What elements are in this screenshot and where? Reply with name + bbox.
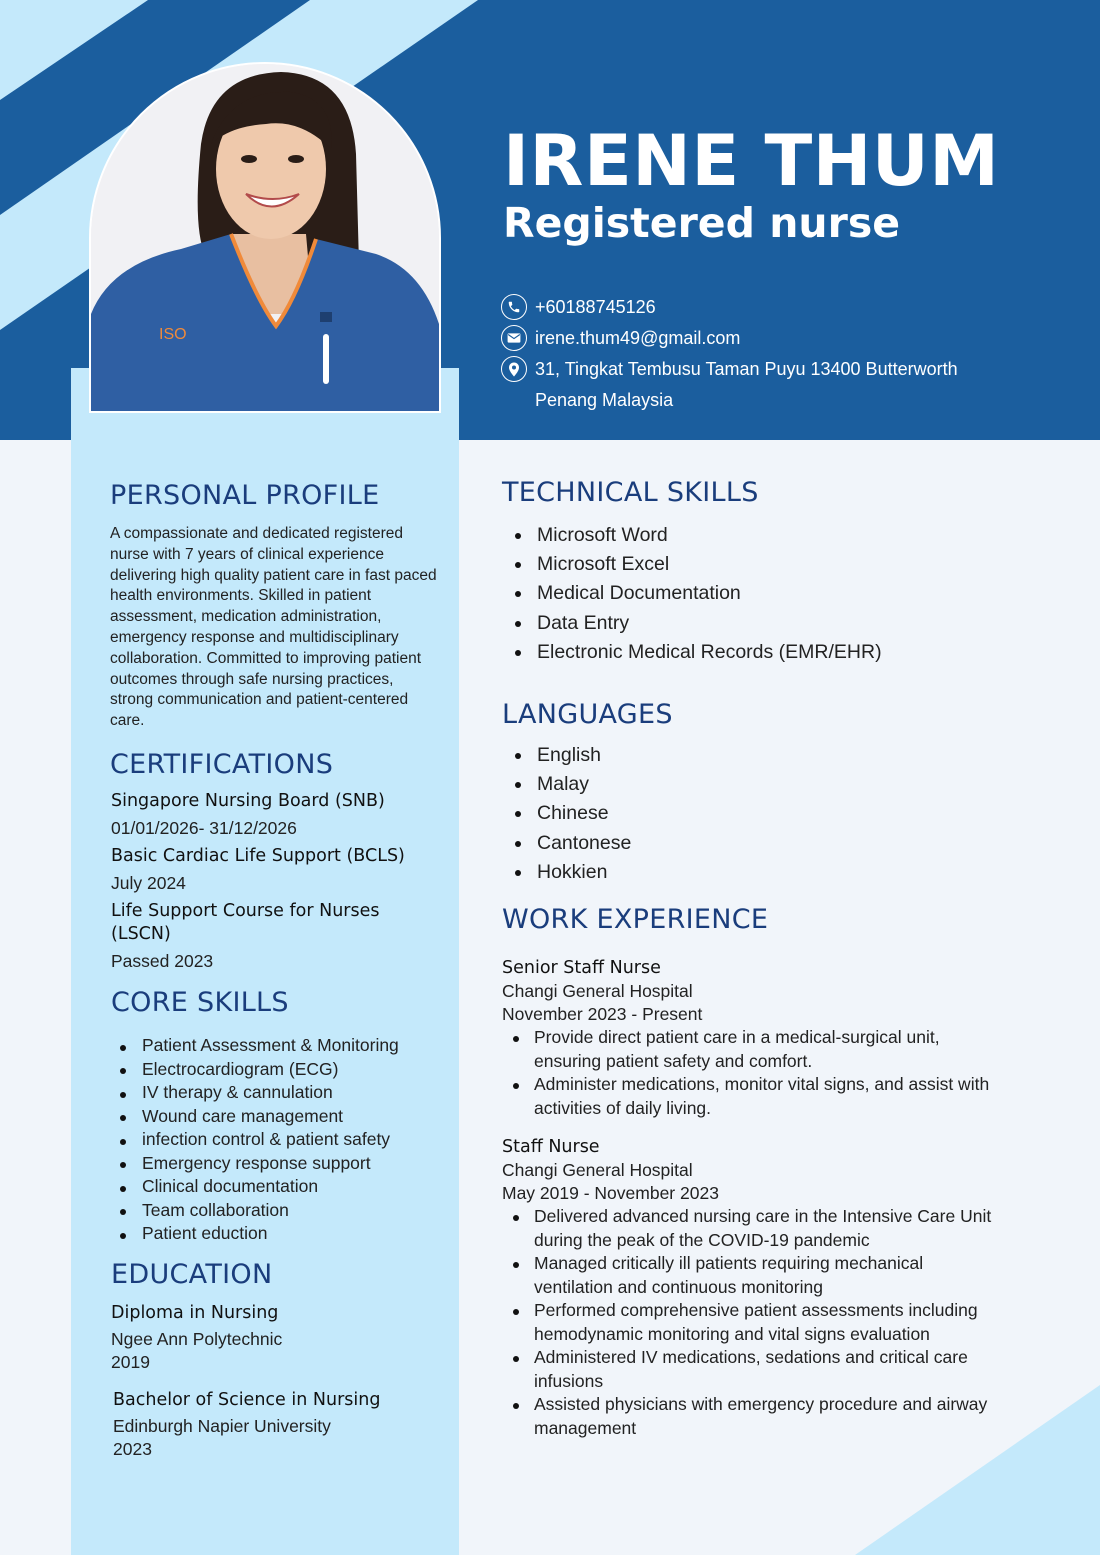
certifications-list [111, 790, 431, 973]
list-item: Electrocardiogram (ECG) [108, 1058, 448, 1082]
cert-date: Passed 2023 [111, 951, 214, 971]
contact-phone-row [501, 296, 1061, 327]
core-skills-list [108, 1034, 448, 1246]
job-period: November 2023 - Present [502, 1004, 703, 1024]
profile-photo [89, 62, 441, 413]
list-item: Assisted physicians with emergency procedure and airway management [502, 1393, 992, 1440]
profile-text: A compassionate and dedicated registered nurse with 7 years of clinical experience delivering high quality patient care in fast paced health environments. Skilled in patient assessment, medication administration, emergency response and multidisciplinary collaboration. Committed to improving patient outcomes through safe nursing practices, strong communication and patient-centered care. [110, 525, 437, 730]
cert-name: Singapore Nursing Board (SNB) [111, 791, 385, 811]
education-heading: EDUCATION [111, 1259, 273, 1290]
list-item: Microsoft Excel [503, 550, 1023, 579]
job-period: May 2019 - November 2023 [502, 1183, 719, 1203]
job-employer: Changi General Hospital [502, 981, 693, 1001]
list-item: Team collaboration [108, 1199, 448, 1223]
technical-skills-list [503, 521, 1023, 667]
list-item: Hokkien [503, 858, 803, 887]
list-item: Chinese [503, 799, 803, 828]
list-item: Electronic Medical Records (EMR/EHR) [503, 638, 1023, 667]
list-item: Medical Documentation [503, 579, 1023, 608]
edu-year: 2023 [113, 1439, 152, 1459]
list-item: Administered IV medications, sedations and critical care infusions [502, 1346, 992, 1393]
contact-address [535, 358, 958, 411]
languages-list [503, 741, 803, 887]
edu-degree: Diploma in Nursing [111, 1303, 279, 1323]
contact-address-row [501, 358, 1061, 410]
candidate-name: IRENE THUM [503, 120, 1000, 202]
contact-email[interactable]: irene.thum49@gmail.com [535, 328, 741, 348]
job-title: Senior Staff Nurse [502, 958, 661, 978]
list-item: Wound care management [108, 1105, 448, 1129]
contact-block [501, 296, 1061, 410]
list-item: Managed critically ill patients requiring mechanical ventilation and continuous monitoring [502, 1252, 992, 1299]
location-icon [501, 356, 527, 382]
list-item: Clinical documentation [108, 1175, 448, 1199]
list-item: IV therapy & cannulation [108, 1081, 448, 1105]
list-item: Data Entry [503, 609, 1023, 638]
job-entry [502, 956, 992, 1120]
cert-date: 01/01/2026- 31/12/2026 [111, 818, 297, 838]
core-skills-heading: CORE SKILLS [111, 987, 289, 1018]
header-name-block [503, 122, 999, 248]
edu-degree: Bachelor of Science in Nursing [113, 1390, 381, 1410]
list-item: Patient Assessment & Monitoring [108, 1034, 448, 1058]
technical-skills-heading: TECHNICAL SKILLS [502, 477, 759, 508]
education-list [111, 1301, 441, 1461]
certifications-heading: CERTIFICATIONS [110, 749, 334, 780]
languages-heading: LANGUAGES [502, 699, 673, 730]
list-item: Emergency response support [108, 1152, 448, 1176]
address-line-1: 31, Tingkat Tembusu Taman Puyu 13400 Butterworth [535, 359, 958, 379]
list-item: infection control & patient safety [108, 1128, 448, 1152]
profile-heading: PERSONAL PROFILE [110, 480, 380, 511]
job-bullets [502, 1205, 992, 1440]
email-icon [501, 325, 527, 351]
list-item: Patient eduction [108, 1222, 448, 1246]
work-experience-heading: WORK EXPERIENCE [502, 904, 769, 935]
job-bullets [502, 1026, 992, 1120]
contact-email-row [501, 327, 1061, 358]
edu-school: Ngee Ann Polytechnic [111, 1329, 283, 1349]
candidate-role: Registered nurse [503, 199, 901, 247]
cert-date: July 2024 [111, 873, 186, 893]
list-item: Microsoft Word [503, 521, 1023, 550]
cert-name: Basic Cardiac Life Support (BCLS) [111, 846, 405, 866]
edu-school: Edinburgh Napier University [113, 1416, 331, 1436]
job-employer: Changi General Hospital [502, 1160, 693, 1180]
list-item: Administer medications, monitor vital signs, and assist with activities of daily living. [502, 1073, 992, 1120]
job-title: Staff Nurse [502, 1137, 600, 1157]
list-item: Malay [503, 770, 803, 799]
list-item: Cantonese [503, 829, 803, 858]
list-item: Provide direct patient care in a medical-surgical unit, ensuring patient safety and comfort. [502, 1026, 992, 1073]
job-entry [502, 1135, 992, 1440]
edu-year: 2019 [111, 1352, 150, 1372]
phone-icon [501, 294, 527, 320]
contact-phone[interactable]: +60188745126 [535, 297, 656, 317]
photo-badge-text: ISO [159, 326, 187, 343]
cert-name: Life Support Course for Nurses (LSCN) [111, 901, 380, 944]
list-item: English [503, 741, 803, 770]
list-item: Delivered advanced nursing care in the Intensive Care Unit during the peak of the COVID-19 pandemic [502, 1205, 992, 1252]
list-item: Performed comprehensive patient assessments including hemodynamic monitoring and vital signs evaluation [502, 1299, 992, 1346]
address-line-2: Penang Malaysia [535, 390, 674, 410]
